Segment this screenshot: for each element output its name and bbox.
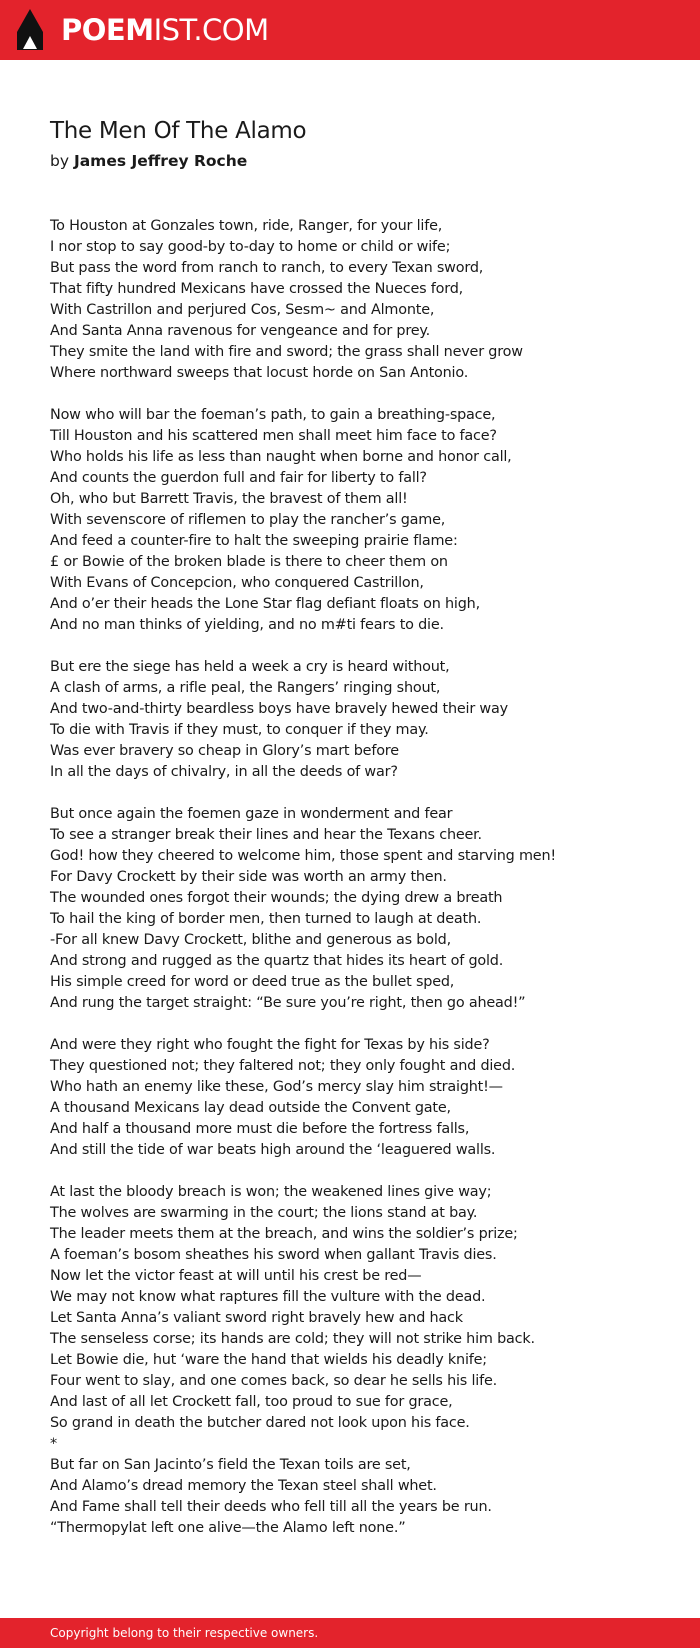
poem-line: But once again the foemen gaze in wonderment and fear <box>50 806 453 822</box>
poem-line: £ or Bowie of the broken blade is there to cheer them on <box>50 554 448 570</box>
byline-prefix: by <box>50 152 70 170</box>
poem-line: With sevenscore of riflemen to play the rancher’s game, <box>50 512 446 528</box>
poem-line: A foeman’s bosom sheathes his sword when gallant Travis dies. <box>50 1247 497 1263</box>
poem-line: Let Santa Anna’s valiant sword right bravely hew and hack <box>50 1310 463 1326</box>
copyright-text: Copyright belong to their respective owners. <box>50 1626 319 1640</box>
poem-line: To hail the king of border men, then turned to laugh at death. <box>50 911 482 927</box>
poem-line: And last of all let Crockett fall, too proud to sue for grace, <box>50 1394 453 1410</box>
poem-title: The Men Of The Alamo <box>50 118 307 144</box>
poem-stanza <box>50 1182 680 1539</box>
poem-body <box>50 216 680 1539</box>
site-logo[interactable] <box>61 10 269 50</box>
poem-line: Who holds his life as less than naught when borne and honor call, <box>50 449 512 465</box>
poem-line: With Evans of Concepcion, who conquered Castrillon, <box>50 575 424 591</box>
poem-line: And Fame shall tell their deeds who fell till all the years be run. <box>50 1499 492 1515</box>
poem-line: * <box>50 1436 57 1452</box>
poem-line: For Davy Crockett by their side was worth an army then. <box>50 869 447 885</box>
site-footer <box>0 1618 700 1648</box>
site-header <box>0 0 700 60</box>
poem-line: With Castrillon and perjured Cos, Sesm~ and Almonte, <box>50 302 435 318</box>
poem-stanza <box>50 216 680 384</box>
poem-stanza <box>50 1035 680 1161</box>
logo-text-strong: POEM <box>61 13 154 47</box>
logo-text-light: IST.COM <box>153 13 269 47</box>
poem-line: The wolves are swarming in the court; the lions stand at bay. <box>50 1205 478 1221</box>
poem-line: Oh, who but Barrett Travis, the bravest of them all! <box>50 491 408 507</box>
poem-line: Four went to slay, and one comes back, so dear he sells his life. <box>50 1373 497 1389</box>
poem-line: Now who will bar the foeman’s path, to gain a breathing-space, <box>50 407 496 423</box>
poem-line: And o’er their heads the Lone Star flag defiant floats on high, <box>50 596 480 612</box>
poem-line: They questioned not; they faltered not; they only fought and died. <box>50 1058 516 1074</box>
poem-line: Where northward sweeps that locust horde on San Antonio. <box>50 365 469 381</box>
poem-line: But pass the word from ranch to ranch, to every Texan sword, <box>50 260 484 276</box>
poem-line: And no man thinks of yielding, and no m#ti fears to die. <box>50 617 444 633</box>
poem-line: To see a stranger break their lines and hear the Texans cheer. <box>50 827 482 843</box>
poem-line: The leader meets them at the breach, and wins the soldier’s prize; <box>50 1226 518 1242</box>
poem-line: But ere the siege has held a week a cry is heard without, <box>50 659 450 675</box>
poem-line: They smite the land with fire and sword; the grass shall never grow <box>50 344 523 360</box>
poem-stanza <box>50 405 680 636</box>
author-name: James Jeffrey Roche <box>73 152 248 170</box>
poem-line: But far on San Jacinto’s field the Texan toils are set, <box>50 1457 411 1473</box>
poem-line: Was ever bravery so cheap in Glory’s mart before <box>50 743 399 759</box>
poem-line: In all the days of chivalry, in all the deeds of war? <box>50 764 398 780</box>
poem-line: And were they right who fought the fight for Texas by his side? <box>50 1037 490 1053</box>
poem-line: And still the tide of war beats high around the ‘leaguered walls. <box>50 1142 496 1158</box>
poem-line: I nor stop to say good-by to-day to home or child or wife; <box>50 239 451 255</box>
poem-line: The senseless corse; its hands are cold; they will not strike him back. <box>50 1331 535 1347</box>
poem-line: The wounded ones forgot their wounds; the dying drew a breath <box>50 890 503 906</box>
poem-line: And two-and-thirty beardless boys have bravely hewed their way <box>50 701 508 717</box>
pencil-icon[interactable] <box>15 8 45 52</box>
poem-line: And counts the guerdon full and fair for liberty to fall? <box>50 470 427 486</box>
poem-line: To die with Travis if they must, to conquer if they may. <box>50 722 429 738</box>
poem-line: Who hath an enemy like these, God’s mercy slay him straight!— <box>50 1079 503 1095</box>
poem-line: And Santa Anna ravenous for vengeance and for prey. <box>50 323 431 339</box>
poem-line: And Alamo’s dread memory the Texan steel shall whet. <box>50 1478 437 1494</box>
poem-content <box>50 112 680 1560</box>
poem-line: God! how they cheered to welcome him, those spent and starving men! <box>50 848 556 864</box>
poem-line: -For all knew Davy Crockett, blithe and generous as bold, <box>50 932 451 948</box>
poem-stanza <box>50 657 680 783</box>
poem-line: And feed a counter-fire to halt the sweeping prairie flame: <box>50 533 458 549</box>
poem-line: And half a thousand more must die before the fortress falls, <box>50 1121 470 1137</box>
poem-line: Let Bowie die, hut ‘ware the hand that wields his deadly knife; <box>50 1352 487 1368</box>
poem-line: A clash of arms, a rifle peal, the Rangers’ ringing shout, <box>50 680 441 696</box>
poem-line: His simple creed for word or deed true as the bullet sped, <box>50 974 455 990</box>
poem-line: And rung the target straight: “Be sure you’re right, then go ahead!” <box>50 995 526 1011</box>
poem-line: A thousand Mexicans lay dead outside the Convent gate, <box>50 1100 451 1116</box>
poem-line: “Thermopylat left one alive—the Alamo left none.” <box>50 1520 406 1536</box>
poem-line: So grand in death the butcher dared not look upon his face. <box>50 1415 470 1431</box>
poem-line: And strong and rugged as the quartz that hides its heart of gold. <box>50 953 504 969</box>
poem-line: That fifty hundred Mexicans have crossed the Nueces ford, <box>50 281 464 297</box>
byline <box>50 150 680 172</box>
poem-line: Now let the victor feast at will until his crest be red— <box>50 1268 422 1284</box>
poem-line: Till Houston and his scattered men shall meet him face to face? <box>50 428 497 444</box>
poem-line: We may not know what raptures fill the vulture with the dead. <box>50 1289 486 1305</box>
poem-stanza <box>50 804 680 1014</box>
poem-line: At last the bloody breach is won; the weakened lines give way; <box>50 1184 492 1200</box>
poem-line: To Houston at Gonzales town, ride, Ranger, for your life, <box>50 218 443 234</box>
